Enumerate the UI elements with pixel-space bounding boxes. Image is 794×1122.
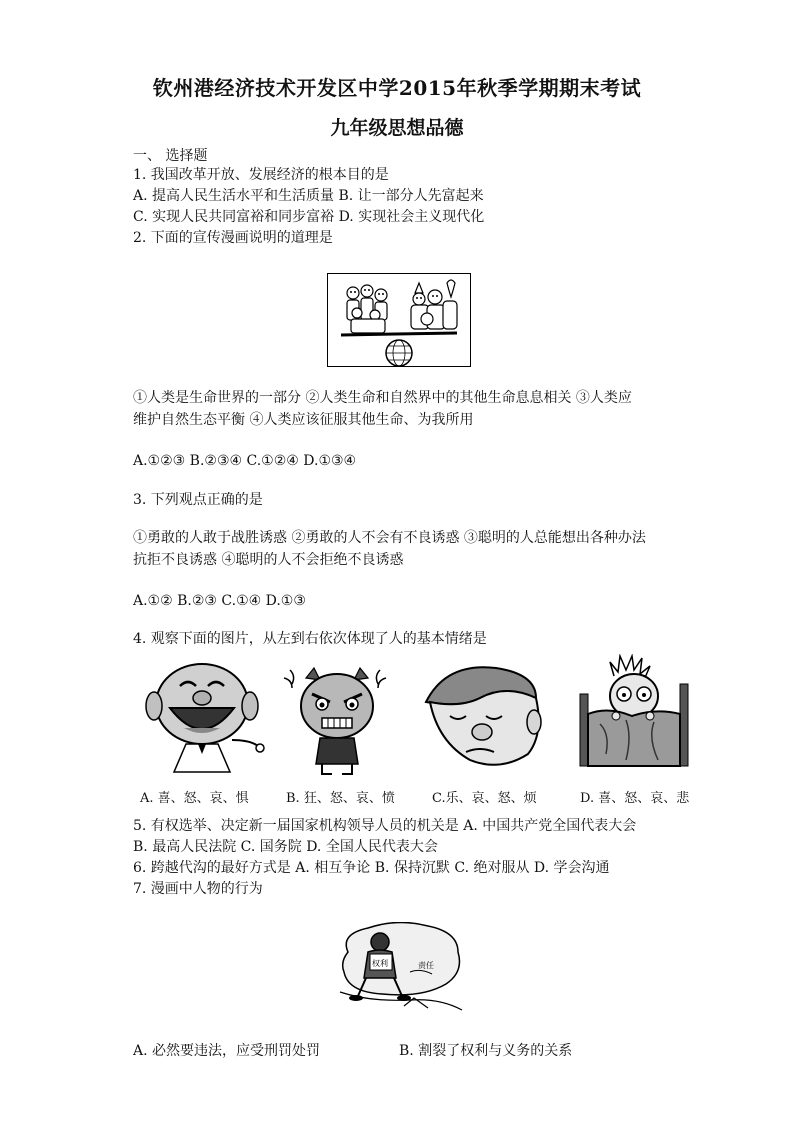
section-label: 一、 选择题 — [133, 148, 208, 164]
q4-cartoon-sadness — [416, 662, 548, 778]
q7-option-b: B. 割裂了权利与义务的关系 — [399, 1043, 573, 1059]
q4-cartoon-joy — [140, 656, 270, 782]
q1-options-ab: A. 提高人民生活水平和生活质量 B. 让一部分人先富起来 — [133, 188, 484, 204]
q1-stem: 1. 我国改革开放、发展经济的根本目的是 — [133, 167, 389, 183]
exam-subtitle: 九年级思想品德 — [330, 117, 464, 139]
q7-option-a: A. 必然要违法，应受刑罚处罚 — [133, 1043, 321, 1059]
q7-stem: 7. 漫画中人物的行为 — [133, 881, 263, 897]
q2-options: A.①②③ B.②③④ C.①②④ D.①③④ — [133, 453, 357, 469]
q4-option-c: C.乐、哀、怒、烦 — [432, 791, 537, 806]
q7-cartoon-word-rights: 权利 — [372, 959, 388, 968]
q4-cartoon-fear — [576, 654, 696, 772]
q3-options: A.①② B.②③ C.①④ D.①③ — [133, 593, 306, 609]
q3-statements-line1: ①勇敢的人敢于战胜诱惑 ②勇敢的人不会有不良诱惑 ③聪明的人总能想出各种办法 — [133, 530, 646, 546]
q3-statements-line2: 抗拒不良诱惑 ④聪明的人不会拒绝不良诱惑 — [133, 552, 404, 568]
q4-cartoon-anger — [276, 660, 398, 782]
q5-line1: 5. 有权选举、决定新一届国家机构领导人员的机关是 A. 中国共产党全国代表大会 — [133, 818, 637, 834]
q7-cartoon-image — [334, 922, 468, 1024]
q4-option-d: D. 喜、怒、哀、悲 — [580, 791, 690, 806]
q5-line2: B. 最高人民法院 C. 国务院 D. 全国人民代表大会 — [133, 839, 438, 855]
q7-cartoon-word-duty: 责任 — [418, 961, 434, 970]
q1-options-cd: C. 实现人民共同富裕和同步富裕 D. 实现社会主义现代化 — [133, 209, 485, 225]
q6-line1: 6. 跨越代沟的最好方式是 A. 相互争论 B. 保持沉默 C. 绝对服从 D. 学会沟通 — [133, 860, 610, 876]
q4-stem: 4. 观察下面的图片，从左到右依次体现了人的基本情绪是 — [133, 631, 487, 647]
q2-cartoon-image — [327, 273, 471, 371]
q4-option-b: B. 狂、怒、哀、愤 — [286, 791, 395, 806]
q2-stem: 2. 下面的宣传漫画说明的道理是 — [133, 230, 333, 246]
q2-statements-line1: ①人类是生命世界的一部分 ②人类生命和自然界中的其他生命息息相关 ③人类应 — [133, 390, 632, 406]
exam-title: 钦州港经济技术开发区中学2015年秋季学期期末考试 — [152, 76, 642, 100]
q3-stem: 3. 下列观点正确的是 — [133, 492, 263, 508]
q4-option-a: A. 喜、怒、哀、惧 — [140, 791, 249, 806]
q2-statements-line2: 维护自然生态平衡 ④人类应该征服其他生命、为我所用 — [133, 412, 474, 428]
